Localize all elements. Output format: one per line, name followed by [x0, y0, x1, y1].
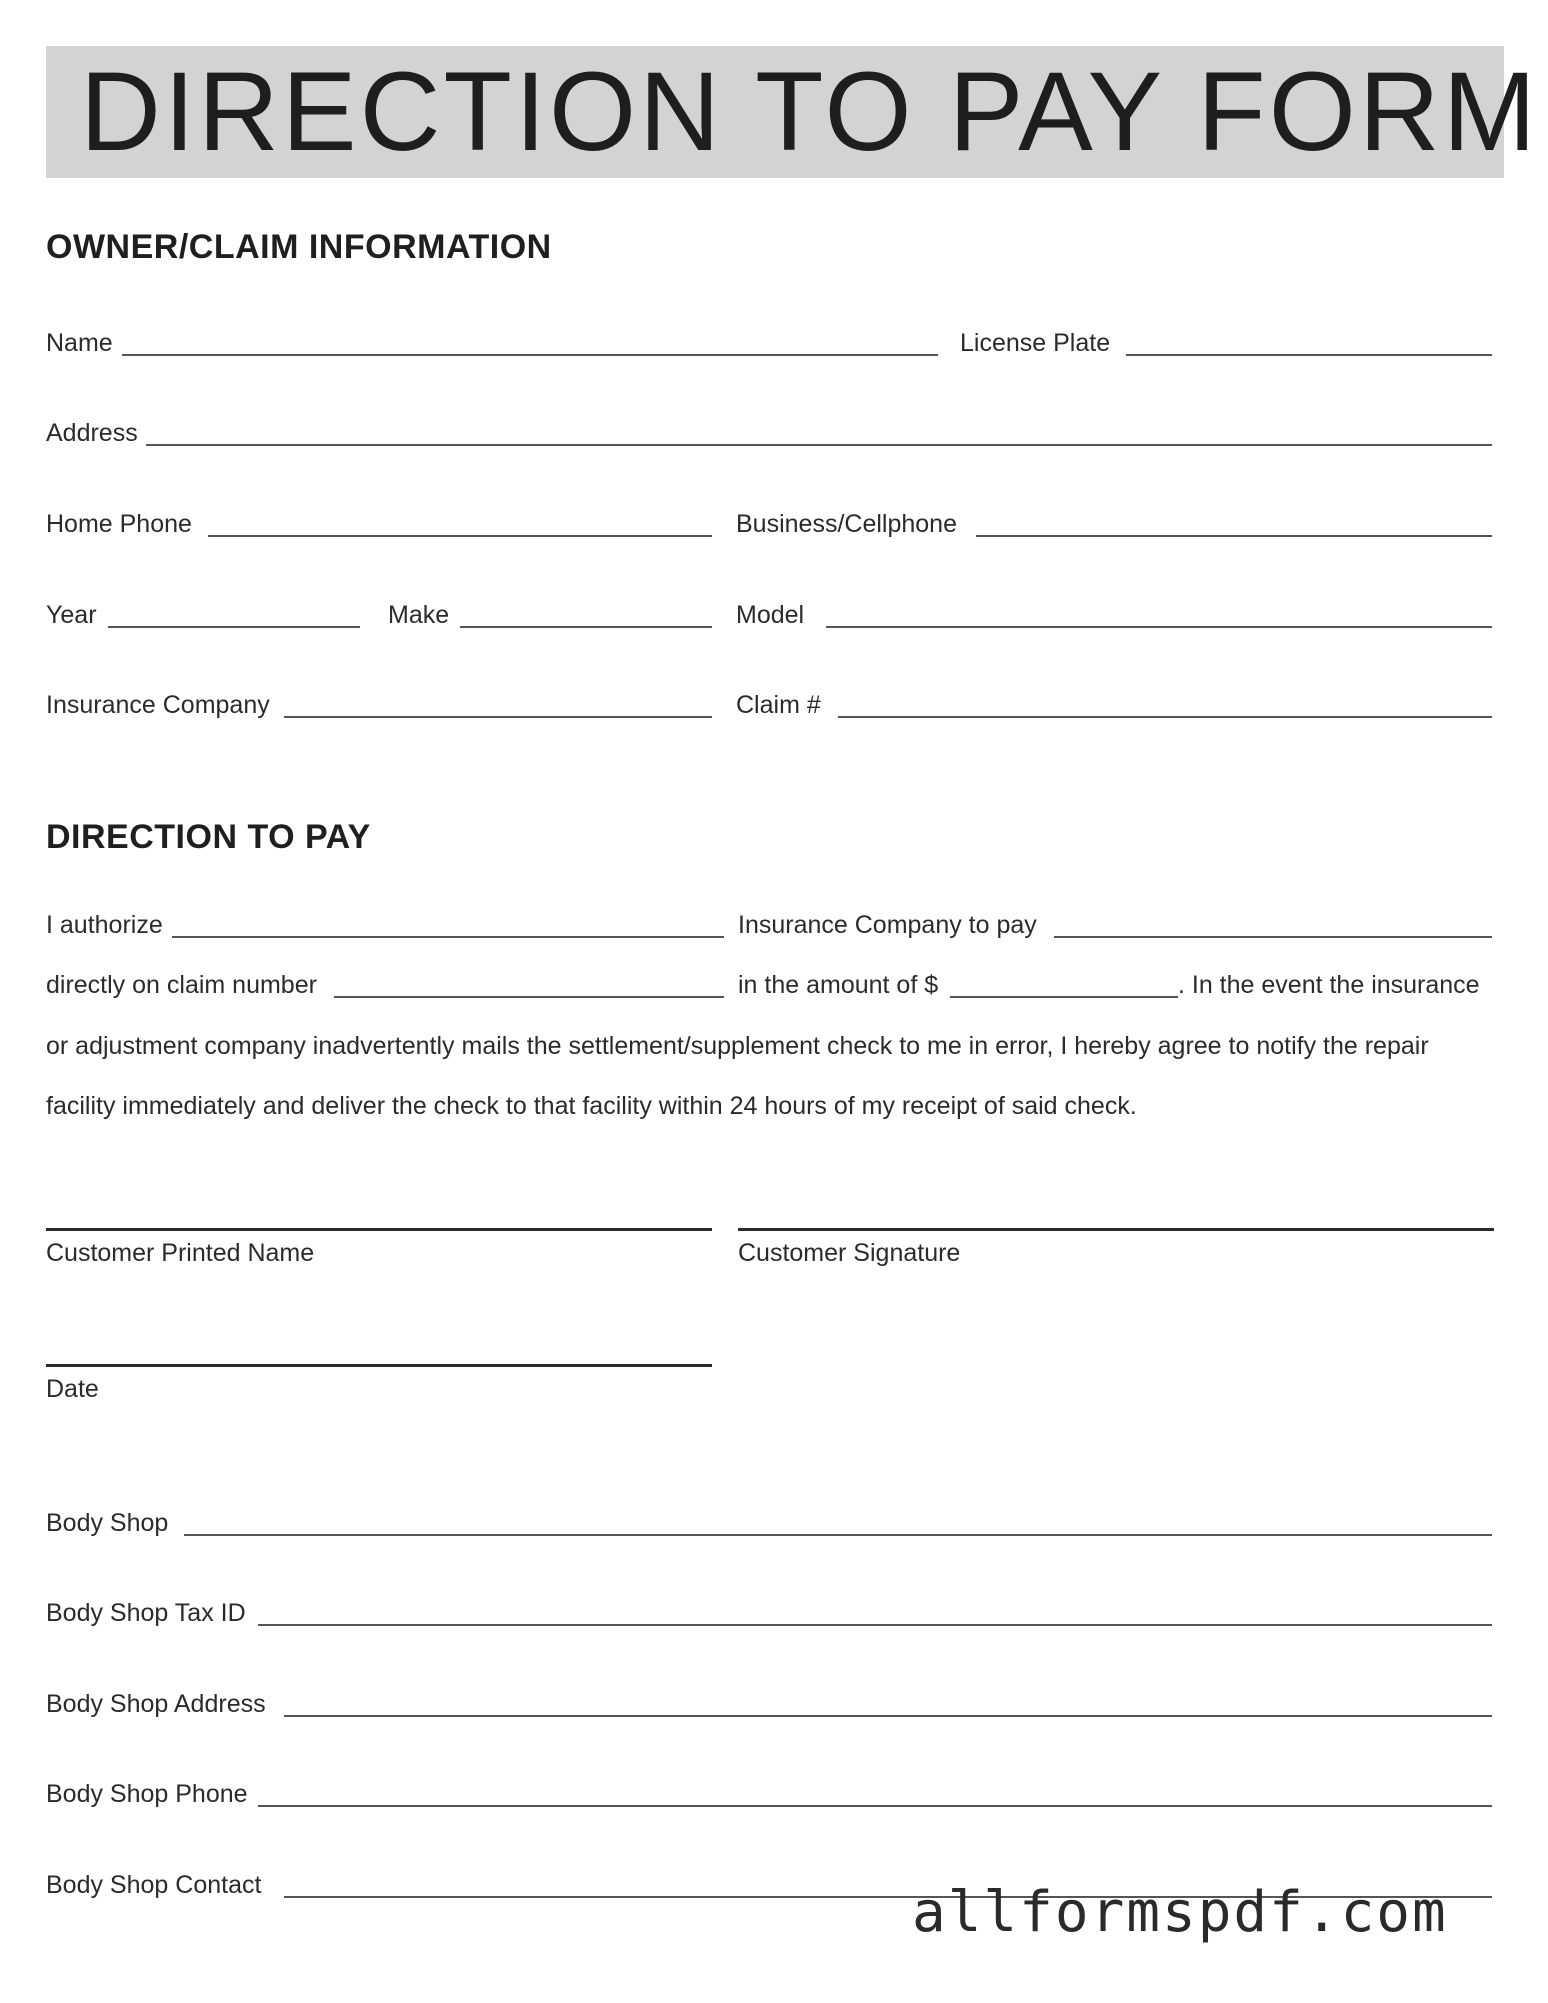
date-label: Date: [46, 1375, 99, 1403]
business-phone-field[interactable]: [976, 535, 1492, 537]
home-phone-field[interactable]: [208, 535, 712, 537]
address-field[interactable]: [146, 444, 1492, 446]
owner-section-heading: OWNER/CLAIM INFORMATION: [46, 228, 552, 266]
body-shop-contact-label: Body Shop Contact: [46, 1871, 262, 1899]
paragraph-line-4: facility immediately and deliver the check to that facility within 24 hours of my receipt of said check.: [46, 1092, 1137, 1120]
pay-to-field[interactable]: [1054, 936, 1492, 938]
signature-field[interactable]: [738, 1228, 1494, 1231]
insurance-company-label: Insurance Company: [46, 691, 270, 719]
make-field[interactable]: [460, 626, 712, 628]
watermark: allformspdf.com: [912, 1880, 1448, 1945]
signature-label: Customer Signature: [738, 1239, 961, 1267]
body-shop-address-label: Body Shop Address: [46, 1690, 266, 1718]
claim-label: Claim #: [736, 691, 821, 719]
paragraph-line-3: or adjustment company inadvertently mails the settlement/supplement check to me in error, I hereby agree to notify the repair: [46, 1032, 1429, 1060]
model-label: Model: [736, 601, 805, 629]
insurance-pay-label: Insurance Company to pay: [738, 911, 1037, 939]
claim-field[interactable]: [838, 716, 1492, 718]
body-shop-tax-id-label: Body Shop Tax ID: [46, 1599, 246, 1627]
address-label: Address: [46, 419, 138, 447]
authorize-label: I authorize: [46, 911, 163, 939]
title-bar: [46, 46, 1540, 178]
business-phone-label: Business/Cellphone: [736, 510, 957, 538]
year-label: Year: [46, 601, 97, 629]
event-text: . In the event the insurance: [1178, 971, 1480, 999]
printed-name-field[interactable]: [46, 1228, 712, 1231]
form-title: DIRECTION TO PAY FORM: [80, 49, 1540, 174]
home-phone-label: Home Phone: [46, 510, 192, 538]
name-field[interactable]: [122, 354, 938, 356]
amount-label: in the amount of $: [738, 971, 939, 999]
date-field[interactable]: [46, 1364, 712, 1367]
claim-number-field[interactable]: [334, 996, 724, 998]
make-label: Make: [388, 601, 450, 629]
license-plate-label: License Plate: [960, 329, 1111, 357]
model-field[interactable]: [826, 626, 1492, 628]
insurance-company-field[interactable]: [284, 716, 712, 718]
body-shop-address-field[interactable]: [284, 1715, 1492, 1717]
authorize-field[interactable]: [172, 936, 724, 938]
body-shop-phone-field[interactable]: [258, 1805, 1492, 1807]
body-shop-phone-label: Body Shop Phone: [46, 1780, 248, 1808]
license-plate-field[interactable]: [1126, 354, 1492, 356]
body-shop-field[interactable]: [184, 1534, 1492, 1536]
name-label: Name: [46, 329, 113, 357]
claim-number-label: directly on claim number: [46, 971, 317, 999]
amount-field[interactable]: [950, 996, 1178, 998]
printed-name-label: Customer Printed Name: [46, 1239, 315, 1267]
body-shop-label: Body Shop: [46, 1509, 169, 1537]
direction-section-heading: DIRECTION TO PAY: [46, 818, 371, 856]
body-shop-tax-id-field[interactable]: [258, 1624, 1492, 1626]
year-field[interactable]: [108, 626, 360, 628]
